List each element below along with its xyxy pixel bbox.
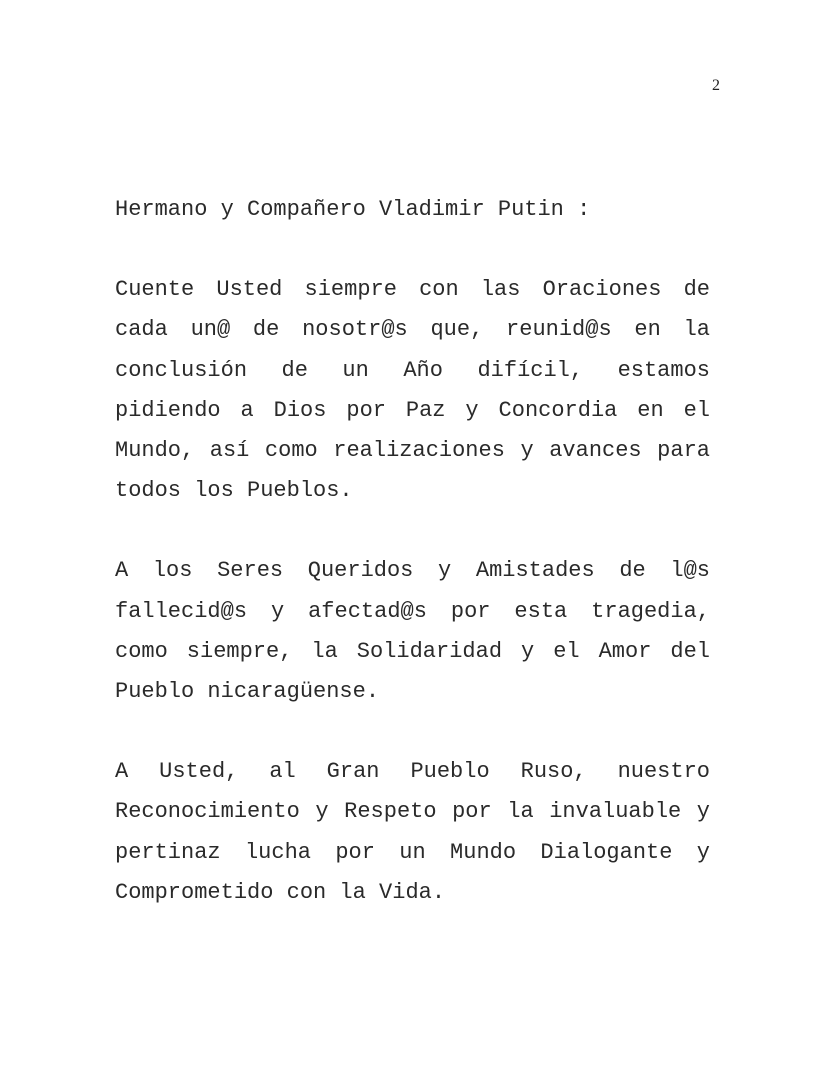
letter-body — [115, 190, 710, 953]
letter-salutation: Hermano y Compañero Vladimir Putin : — [115, 197, 591, 222]
letter-paragraph-recognition: A Usted, al Gran Pueblo Ruso, nuestro Reconocimiento y Respeto por la invaluable y pertinaz lucha por un Mundo Dialogante y Comprometido con la Vida. — [115, 759, 710, 905]
letter-paragraph-condolences: A los Seres Queridos y Amistades de l@s fallecid@s y afectad@s por esta tragedia, como siempre, la Solidaridad y el Amor del Pueblo nicaragüense. — [115, 558, 710, 705]
page-number: 2 — [712, 77, 720, 94]
letter-paragraph-prayers: Cuente Usted siempre con las Oraciones de cada un@ de nosotr@s que, reunid@s en la conclusión de un Año difícil, estamos pidiendo a Dios por Paz y Concordia en el Mundo, así como realizaciones y avances para todos los Pueblos. — [115, 277, 710, 504]
